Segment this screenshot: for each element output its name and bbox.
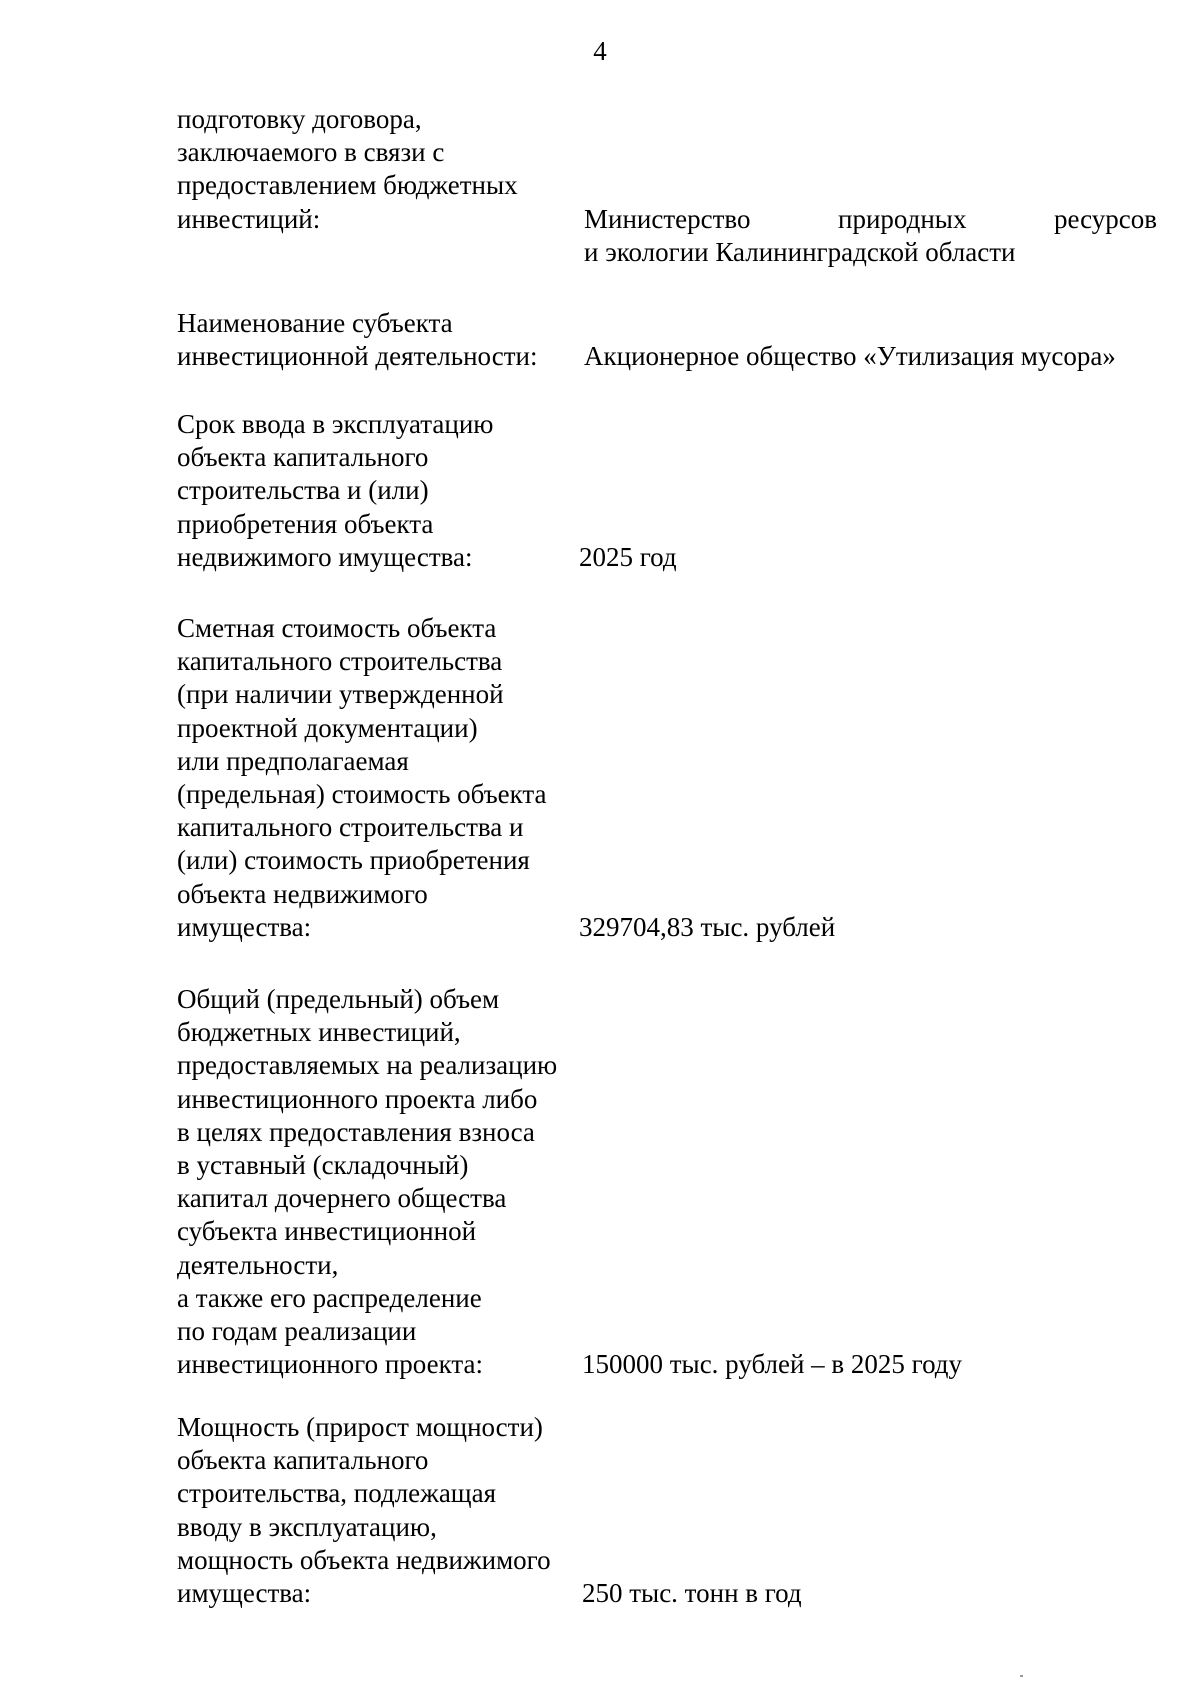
- label-line: инвестиций:: [177, 203, 321, 234]
- field-value: [579, 911, 1152, 944]
- label-line: бюджетных инвестиций,: [177, 1017, 461, 1048]
- label-line: Мощность (прирост мощности): [177, 1412, 543, 1442]
- label-line: а также его распределение: [177, 1282, 482, 1313]
- value-line: 150000 тыс. рублей – в 2025 году: [582, 1349, 963, 1380]
- label-line: (предельная) стоимость объекта: [177, 779, 547, 810]
- value-line: 2025 год: [579, 541, 677, 572]
- field-label: [177, 103, 597, 236]
- label-line: имущества:: [177, 1578, 312, 1609]
- label-line: приобретения объекта: [177, 508, 434, 539]
- field-label: [177, 408, 597, 574]
- label-line: проектной документации): [177, 712, 478, 743]
- label-line: Срок ввода в эксплуатацию: [177, 409, 494, 439]
- label-line: инвестиционной деятельности:: [177, 341, 538, 372]
- label-line: имущества:: [177, 911, 312, 942]
- label-line: предоставляемых на реализацию: [177, 1050, 558, 1081]
- label-line: капитального строительства и: [177, 812, 524, 843]
- value-line-justified: [584, 203, 1157, 236]
- label-line: мощность объекта недвижимого: [177, 1544, 551, 1575]
- label-line: предоставлением бюджетных: [177, 170, 518, 201]
- value-word: природных: [838, 203, 967, 234]
- page-number: 4: [593, 36, 607, 66]
- value-line: и экологии Калининградской области: [584, 236, 1016, 267]
- label-line: в целях предоставления взноса: [177, 1116, 535, 1147]
- label-line: капитального строительства: [177, 646, 503, 677]
- value-line: 250 тыс. тонн в год: [582, 1578, 802, 1608]
- label-line: заключаемого в связи с: [177, 137, 445, 168]
- label-line: объекта капитального: [177, 1445, 429, 1476]
- field-value: [584, 340, 1157, 373]
- label-line: Сметная стоимость объекта: [177, 613, 497, 643]
- field-value: [582, 1577, 1155, 1610]
- field-value: [579, 541, 1152, 574]
- label-line: субъекта инвестиционной: [177, 1216, 477, 1247]
- label-line: подготовку договора,: [177, 104, 422, 134]
- label-line: инвестиционного проекта:: [177, 1349, 483, 1380]
- value-line: Акционерное общество «Утилизация мусора»: [584, 341, 1116, 372]
- scan-speck: [1020, 1675, 1023, 1677]
- field-label: [177, 1411, 597, 1610]
- label-line: капитал дочернего общества: [177, 1183, 507, 1214]
- label-line: Наименование субъекта: [177, 308, 453, 338]
- field-label: [177, 612, 597, 944]
- label-line: в уставный (складочный): [177, 1150, 469, 1181]
- field-label: [177, 983, 597, 1381]
- label-line: инвестиционного проекта либо: [177, 1083, 538, 1114]
- label-line: строительства, подлежащая: [177, 1478, 496, 1509]
- label-line: объекта капитального: [177, 442, 429, 473]
- field-value: [582, 1348, 1155, 1381]
- value-word: ресурсов: [1053, 203, 1157, 234]
- label-line: строительства и (или): [177, 475, 429, 506]
- field-label: [177, 307, 597, 373]
- value-line: 329704,83 тыс. рублей: [579, 911, 836, 942]
- field-value: [584, 203, 1157, 269]
- label-line: или предполагаемая: [177, 745, 409, 776]
- label-line: недвижимого имущества:: [177, 541, 473, 572]
- label-line: деятельности,: [177, 1249, 339, 1280]
- label-line: объекта недвижимого: [177, 878, 428, 909]
- value-word: Министерство: [584, 203, 751, 234]
- label-line: по годам реализации: [177, 1316, 417, 1347]
- label-line: (или) стоимость приобретения: [177, 845, 530, 876]
- label-line: вводу в эксплуатацию,: [177, 1511, 437, 1542]
- label-line: (при наличии утвержденной: [177, 679, 504, 710]
- label-line: Общий (предельный) объем: [177, 984, 500, 1014]
